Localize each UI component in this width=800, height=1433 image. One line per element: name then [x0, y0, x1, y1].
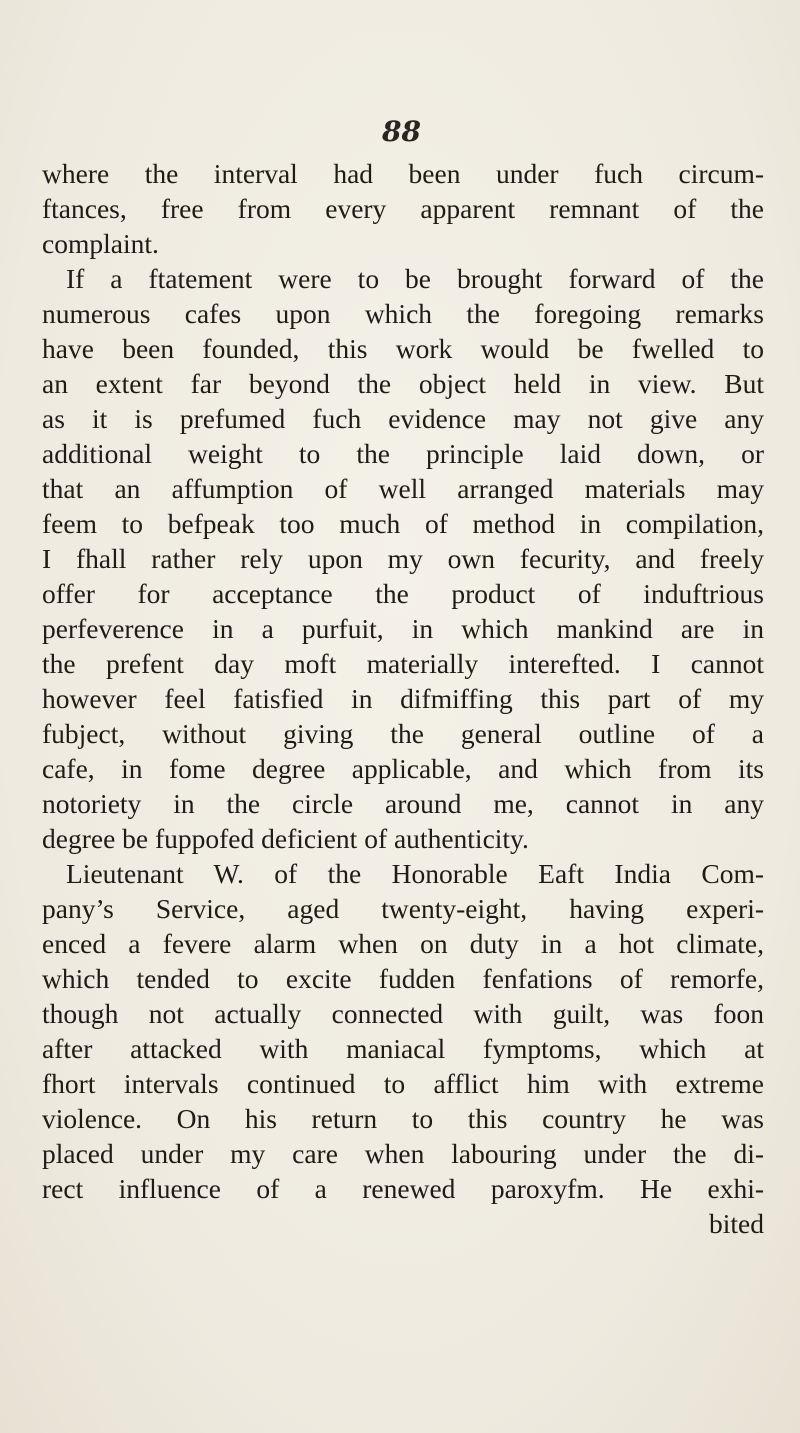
text-line: however feel fatisfied in difmiffing this part of my [42, 683, 764, 714]
text-line: perfeverence in a purfuit, in which mankind are in [42, 613, 764, 644]
page-number: 88 [382, 115, 421, 148]
text-line: as it is prefumed fuch evidence may not give any [42, 403, 764, 434]
text-line: which tended to excite fudden fenfations of remorfe, [42, 963, 764, 994]
catchword: bited [709, 1208, 764, 1239]
text-line: I fhall rather rely upon my own fecurity, and freely [42, 543, 764, 574]
text-line: placed under my care when labouring under the di- [42, 1138, 764, 1169]
text-line: that an affumption of well arranged materials may [42, 473, 764, 504]
text-line: an extent far beyond the object held in view. But [42, 368, 764, 399]
text-line: violence. On his return to this country he was [42, 1103, 764, 1134]
text-line: pany’s Service, aged twenty-eight, having experi- [42, 893, 764, 924]
text-line: degree be fuppofed deficient of authenticity. [42, 823, 529, 854]
text-line: fhort intervals continued to afflict him with extreme [42, 1068, 764, 1099]
text-line: rect influence of a renewed paroxyfm. He exhi- [42, 1173, 764, 1204]
text-line: feem to befpeak too much of method in compilation, [42, 508, 764, 539]
text-line: have been founded, this work would be fwelled to [42, 333, 764, 364]
text-line: If a ftatement were to be brought forward of the [66, 263, 764, 294]
text-line: numerous cafes upon which the foregoing remarks [42, 298, 764, 329]
text-line: Lieutenant W. of the Honorable Eaft India Com- [66, 858, 764, 889]
text-line: cafe, in fome degree applicable, and which from its [42, 753, 764, 784]
text-line: complaint. [42, 228, 159, 259]
text-line: though not actually connected with guilt, was foon [42, 998, 764, 1029]
text-line: enced a fevere alarm when on duty in a hot climate, [42, 928, 764, 959]
text-line: where the interval had been under fuch circum- [42, 158, 764, 189]
text-line: additional weight to the principle laid down, or [42, 438, 764, 469]
text-line: fubject, without giving the general outline of a [42, 718, 764, 749]
text-line: after attacked with maniacal fymptoms, which at [42, 1033, 764, 1064]
text-line: offer for acceptance the product of induftrious [42, 578, 764, 609]
body-text [42, 156, 764, 1241]
text-line: notoriety in the circle around me, cannot in any [42, 788, 764, 819]
text-line: the prefent day moft materially interefted. I cannot [42, 648, 764, 679]
text-line: ftances, free from every apparent remnant of the [42, 193, 764, 224]
